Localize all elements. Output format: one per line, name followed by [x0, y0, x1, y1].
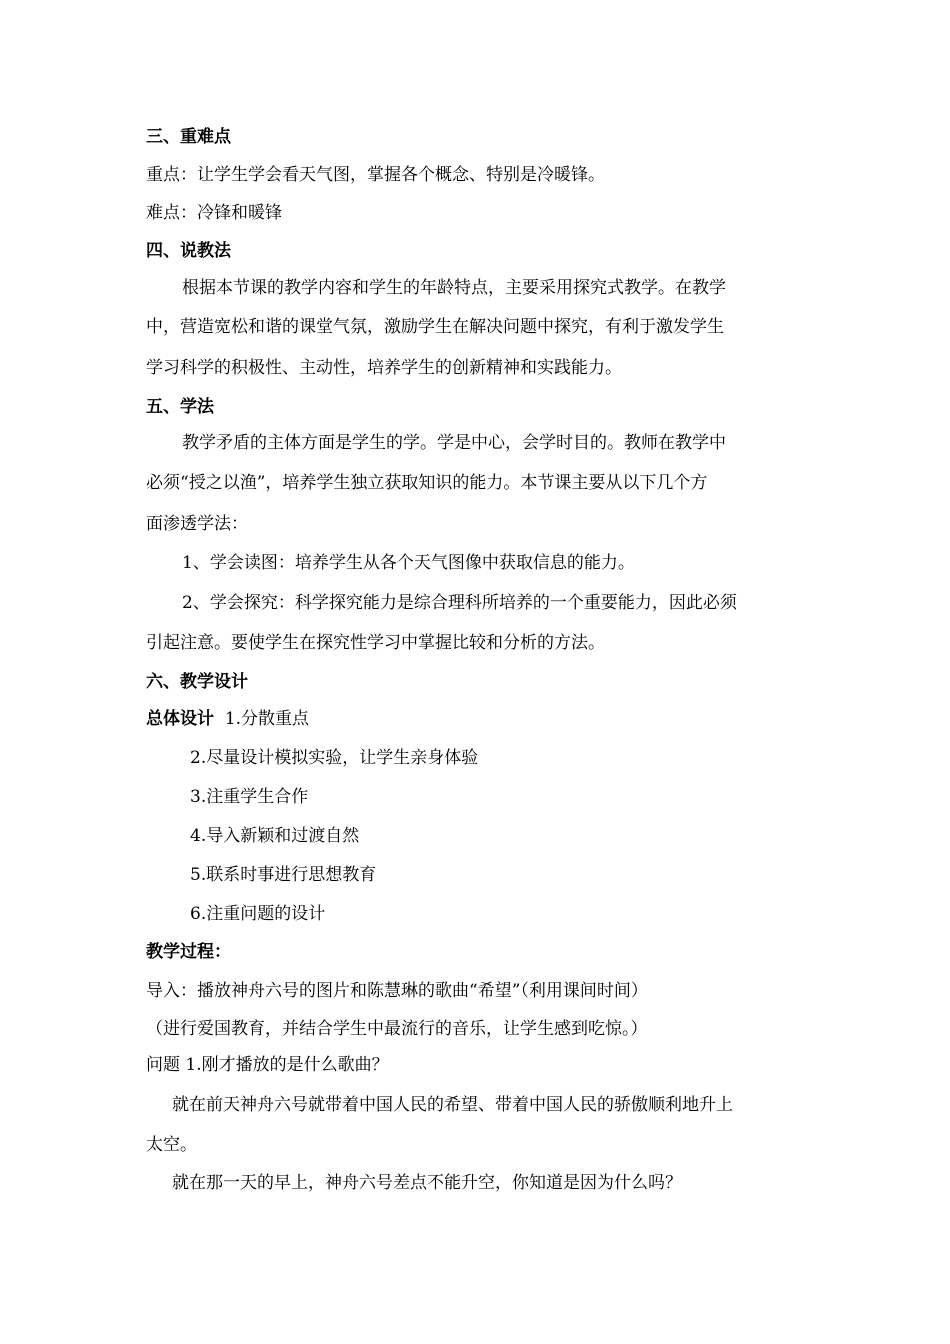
overall-design-label: 总体设计 [146, 709, 214, 729]
design-item: 4.导入新颖和过渡自然 [190, 826, 360, 846]
list-item-continuation: 引起注意。要使学生在探究性学习中掌握比较和分析的方法。 [146, 633, 605, 653]
design-item: 3.注重学生合作 [190, 787, 309, 807]
list-item: 1、学会读图：培养学生从各个天气图像中获取信息的能力。 [182, 553, 635, 573]
section-heading-learning-method: 五、学法 [146, 397, 214, 417]
section-heading-key-points: 三、重难点 [146, 127, 231, 147]
section-heading-teaching-method: 四、说教法 [146, 241, 231, 261]
paragraph-line: 学习科学的积极性、主动性，培养学生的创新精神和实践能力。 [146, 358, 622, 378]
paragraph-line: 根据本节课的教学内容和学生的年龄特点，主要采用探究式教学。在教学 [182, 278, 726, 298]
overall-design-line [146, 708, 309, 730]
key-point-line: 重点：让学生学会看天气图，掌握各个概念、特别是冷暖锋。 [146, 165, 605, 185]
design-item: 5.联系时事进行思想教育 [190, 865, 377, 885]
question-line: 问题 1.刚才播放的是什么歌曲？ [146, 1055, 389, 1075]
teaching-process-heading: 教学过程： [146, 942, 231, 962]
difficulty-line: 难点：冷锋和暖锋 [146, 203, 282, 223]
list-item: 2、学会探究：科学探究能力是综合理科所培养的一个重要能力，因此必须 [182, 593, 737, 613]
paragraph-line: 面渗透学法： [146, 514, 248, 534]
paragraph-line: 必须“授之以渔”，培养学生独立获取知识的能力。本节课主要从以下几个方 [146, 473, 708, 493]
section-heading-teaching-design: 六、教学设计 [146, 672, 248, 692]
intro-line: 导入：播放神舟六号的图片和陈慧琳的歌曲“希望”（利用课间时间） [146, 981, 648, 1001]
paragraph-line: 教学矛盾的主体方面是学生的学。学是中心，会学时目的。教师在教学中 [182, 433, 726, 453]
paragraph-line: 就在前天神舟六号就带着中国人民的希望、带着中国人民的骄傲顺利地升上 [172, 1095, 733, 1115]
paragraph-line: 就在那一天的早上，神舟六号差点不能升空，你知道是因为什么吗？ [172, 1173, 682, 1193]
intro-note-line: （进行爱国教育，并结合学生中最流行的音乐，让学生感到吃惊。） [146, 1019, 648, 1039]
paragraph-line: 中，营造宽松和谐的课堂气氛，激励学生在解决问题中探究，有利于激发学生 [146, 317, 724, 337]
overall-design-first-item: 1.分散重点 [224, 709, 310, 729]
paragraph-line: 太空。 [146, 1135, 197, 1155]
design-item: 6.注重问题的设计 [190, 904, 326, 924]
design-item: 2.尽量设计模拟实验，让学生亲身体验 [190, 748, 479, 768]
